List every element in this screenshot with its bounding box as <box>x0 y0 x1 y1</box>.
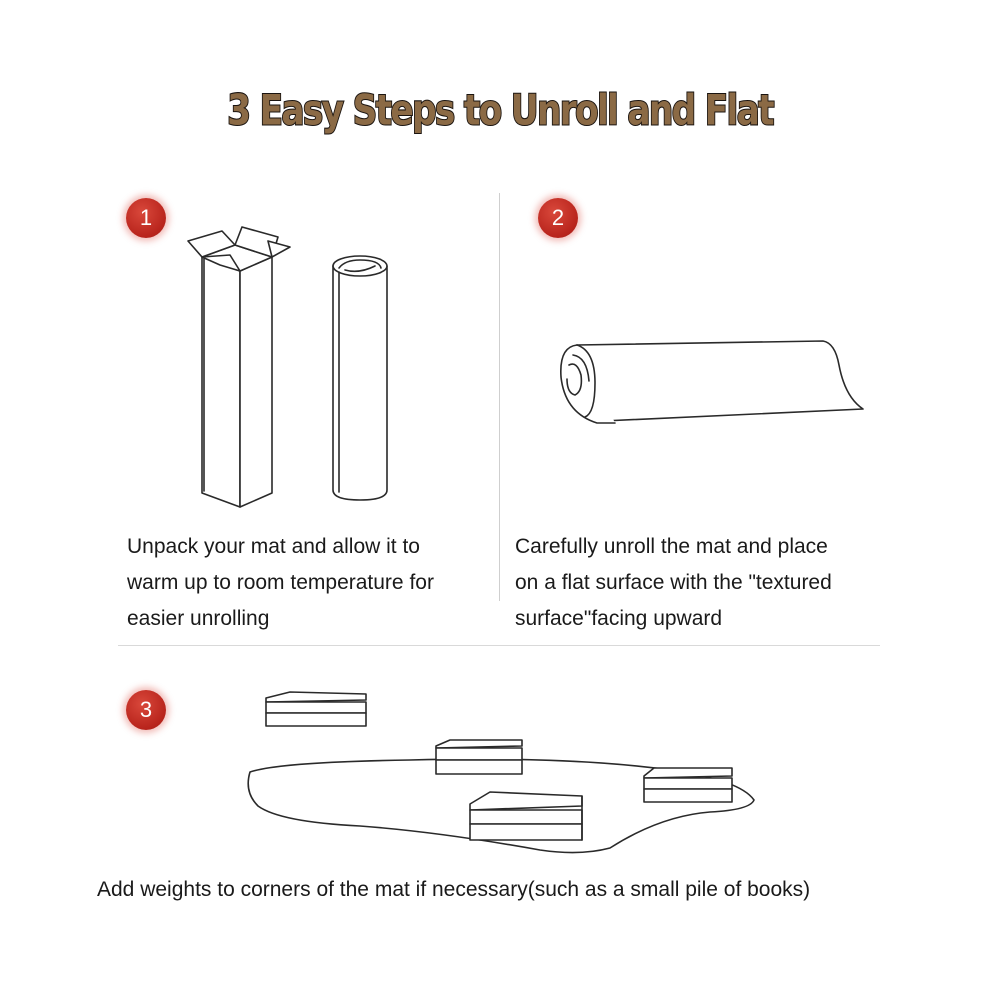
caption-line: easier unrolling <box>127 607 270 630</box>
vertical-divider <box>499 193 500 601</box>
book-stack-icon <box>466 790 588 845</box>
step-3-badge: 3 <box>126 690 166 730</box>
caption-line: on a flat surface with the "textured <box>515 571 832 594</box>
caption-line: Unpack your mat and allow it to <box>127 535 420 558</box>
page-title: 3 Easy Steps to Unroll and Flat <box>227 86 773 136</box>
unrolling-mat-icon <box>555 335 875 435</box>
open-box-icon <box>180 225 300 510</box>
step-2-caption <box>515 529 832 637</box>
caption-line: warm up to room temperature for <box>127 571 434 594</box>
step-1-badge: 1 <box>126 198 166 238</box>
caption-line: Add weights to corners of the mat if necessary(such as a small pile of books) <box>97 878 811 901</box>
caption-line: Carefully unroll the mat and place <box>515 535 828 558</box>
book-stack-icon <box>640 766 738 806</box>
book-stack-icon <box>432 738 527 778</box>
book-stack-icon <box>262 690 372 732</box>
rolled-mat-icon <box>325 252 400 504</box>
horizontal-divider <box>118 645 880 646</box>
caption-line: surface"facing upward <box>515 607 723 630</box>
step-3-caption <box>97 872 810 908</box>
step-1-caption <box>127 529 434 637</box>
step-2-badge: 2 <box>538 198 578 238</box>
